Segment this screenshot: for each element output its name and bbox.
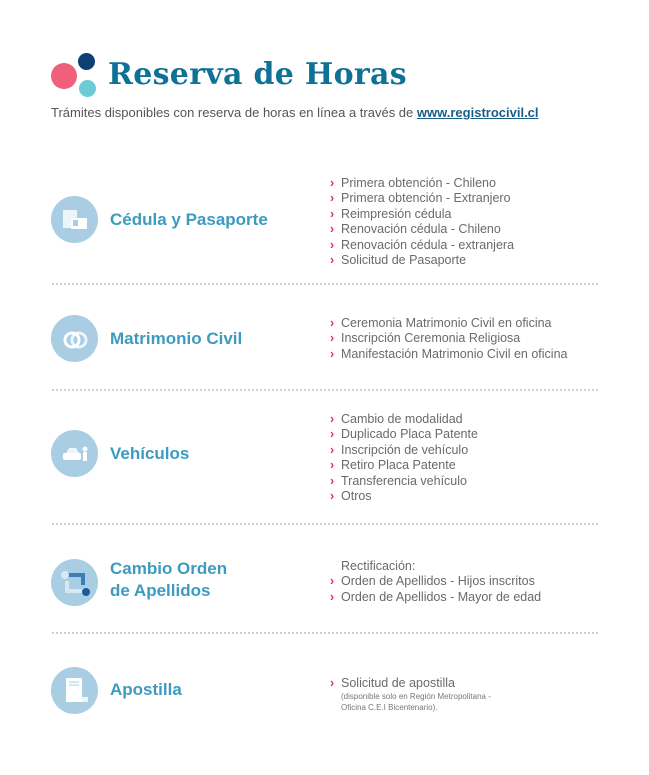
id-card-passport-icon (51, 196, 98, 243)
list-intro: Rectificación: (341, 559, 416, 573)
chevron-right-icon: › (330, 458, 335, 473)
chevron-right-icon: › (330, 191, 335, 206)
title-line: Cambio Orden (110, 559, 228, 578)
chevron-right-icon: › (330, 346, 335, 361)
chevron-right-icon: › (330, 237, 335, 252)
chevron-right-icon: › (330, 176, 335, 190)
list-item[interactable]: › Manifestación Matrimonio Civil en oficina (330, 346, 568, 361)
divider (52, 632, 598, 634)
chevron-right-icon: › (330, 574, 335, 589)
chevron-right-icon: › (330, 489, 335, 504)
logo-dot-navy (78, 53, 95, 70)
logo-dot-red (51, 63, 77, 89)
document-stamp-icon (51, 667, 98, 714)
chevron-right-icon: › (330, 676, 335, 690)
subtitle (51, 105, 539, 120)
chevron-right-icon: › (330, 316, 335, 330)
list-item[interactable]: › Primera obtención - Chileno (330, 176, 496, 190)
list-cambio-orden (330, 559, 541, 605)
chevron-right-icon: › (330, 473, 335, 488)
section-title-matrimonio: Matrimonio Civil (110, 329, 243, 348)
list-item[interactable]: › Renovación cédula - Chileno (330, 222, 501, 237)
note: (disponible solo en Región Metropolitana - (341, 692, 491, 702)
section-title-cedula: Cédula y Pasaporte (110, 210, 268, 229)
list-cedula (330, 176, 514, 268)
page-title: Reserva de Horas (108, 57, 407, 92)
chevron-right-icon: › (330, 331, 335, 346)
list-item[interactable]: › Reimpresión cédula (330, 206, 452, 221)
subtitle-text: Trámites disponibles con reserva de horas en línea a través de (51, 105, 414, 120)
chevron-right-icon: › (330, 222, 335, 237)
list-item[interactable]: › Retiro Placa Patente (330, 458, 456, 473)
note: Oficina C.E.I Bicentenario). (341, 703, 438, 713)
car-icon (51, 430, 98, 477)
list-item[interactable]: › Duplicado Placa Patente (330, 427, 478, 442)
section-title-cambio-orden (110, 558, 227, 602)
divider (52, 523, 598, 525)
list-item[interactable]: › Inscripción de vehículo (330, 442, 469, 457)
list-item[interactable]: › Cambio de modalidad (330, 412, 463, 426)
section-title-vehiculos: Vehículos (110, 444, 190, 463)
list-apostilla (330, 676, 491, 713)
chevron-right-icon: › (330, 427, 335, 442)
list-item[interactable]: › Inscripción Ceremonia Religiosa (330, 331, 521, 346)
list-item[interactable]: › Primera obtención - Extranjero (330, 191, 511, 206)
divider (52, 389, 598, 391)
chevron-right-icon: › (330, 412, 335, 426)
list-item[interactable]: › Otros (330, 489, 372, 504)
chevron-right-icon: › (330, 206, 335, 221)
list-item[interactable]: › Orden de Apellidos - Hijos inscritos (330, 574, 535, 589)
list-item[interactable]: › Renovación cédula - extranjera (330, 237, 515, 252)
divider (52, 283, 598, 285)
swap-order-icon (51, 559, 98, 606)
list-item[interactable]: › Solicitud de Pasaporte (330, 253, 467, 268)
chevron-right-icon: › (330, 589, 335, 604)
list-vehiculos (330, 412, 478, 504)
chevron-right-icon: › (330, 442, 335, 457)
list-item[interactable]: › Orden de Apellidos - Mayor de edad (330, 589, 542, 604)
logo-dot-cyan (79, 80, 96, 97)
list-item[interactable]: › Solicitud de apostilla (330, 676, 455, 690)
list-matrimonio (330, 316, 567, 362)
title-line: de Apellidos (110, 581, 211, 600)
list-item[interactable]: › Transferencia vehículo (330, 473, 467, 488)
rings-icon (51, 315, 98, 362)
list-item[interactable]: › Ceremonia Matrimonio Civil en oficina (330, 316, 552, 330)
registro-civil-link[interactable]: www.registrocivil.cl (416, 105, 539, 120)
section-title-apostilla: Apostilla (110, 680, 182, 699)
chevron-right-icon: › (330, 253, 335, 268)
